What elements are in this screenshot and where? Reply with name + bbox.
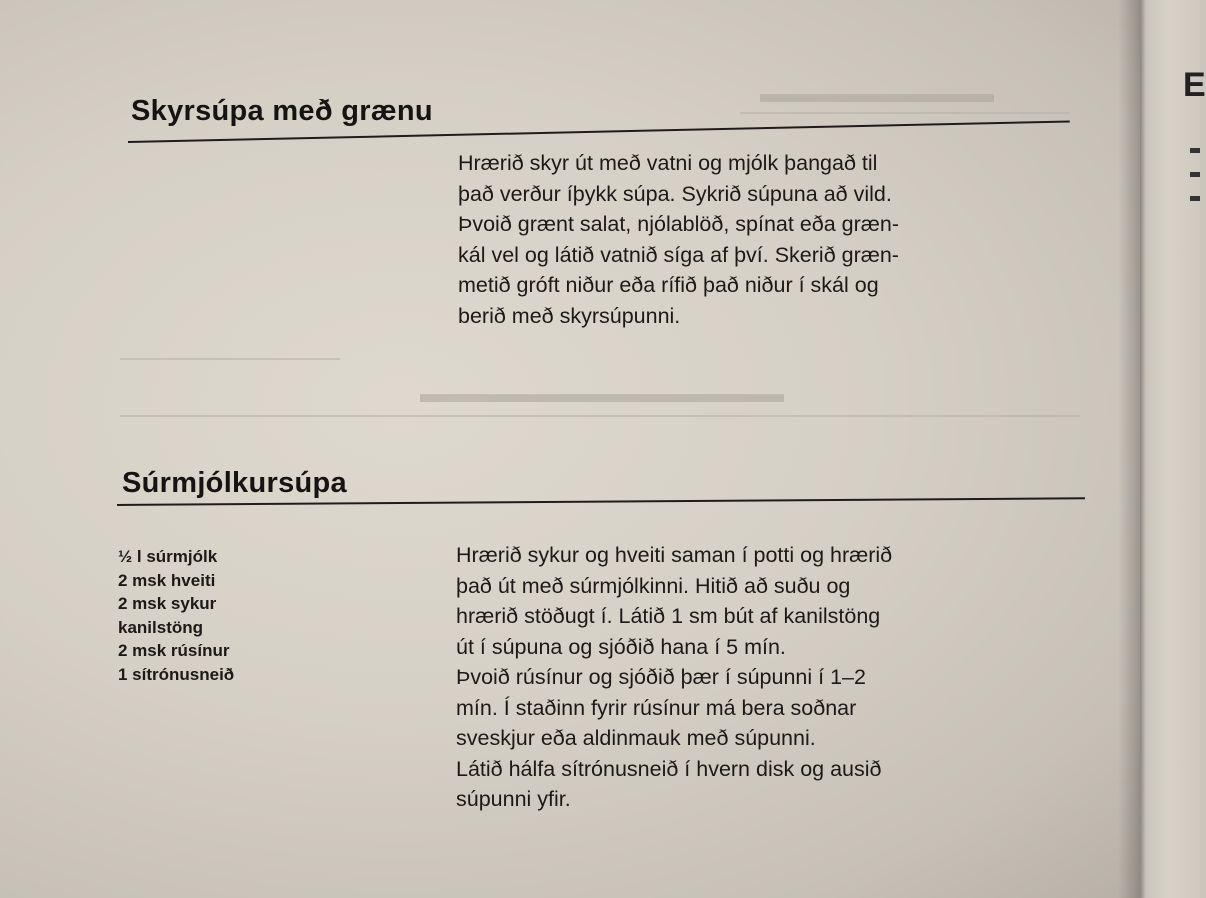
show-through-heading-2: ▬▬▬▬▬▬▬▬▬▬▬▬▬▬ bbox=[420, 378, 784, 408]
instruction-line: Hrærið sykur og hveiti saman í potti og hrærið bbox=[456, 543, 893, 567]
show-through-rule bbox=[740, 112, 1070, 114]
next-page-mark bbox=[1190, 148, 1200, 153]
instruction-line: Þvoið grænt salat, njólablöð, spínat eða græn- bbox=[458, 212, 900, 236]
instruction-line: mín. Í staðinn fyrir rúsínur má bera soðnar bbox=[456, 695, 857, 720]
ingredient-item: ½ l súrmjólk bbox=[118, 547, 218, 566]
next-page-mark bbox=[1190, 172, 1200, 177]
instruction-line: súpunni yfir. bbox=[456, 787, 571, 811]
instruction-line: hrærið stöðugt í. Látið 1 sm bút af kanilstöng bbox=[456, 604, 881, 628]
next-page-letter: E bbox=[1183, 66, 1206, 104]
instruction-line: berið með skyrsúpunni. bbox=[458, 303, 681, 328]
instruction-line: sveskjur eða aldinmauk með súpunni. bbox=[456, 726, 816, 750]
instruction-line: kál vel og látið vatnið síga af því. Skerið græn- bbox=[458, 242, 899, 267]
instruction-line: það verður íþykk súpa. Sykrið súpuna að vild. bbox=[458, 181, 892, 206]
instruction-line: það út með súrmjólkinni. Hitið að suðu og bbox=[456, 573, 851, 598]
show-through-rule-2 bbox=[120, 415, 1080, 417]
next-page-edge bbox=[1140, 0, 1200, 898]
ingredient-list bbox=[118, 545, 234, 686]
ingredient-item: 2 msk sykur bbox=[118, 594, 217, 613]
show-through-rule-3 bbox=[120, 358, 340, 360]
recipe-title-skyrsupa: Skyrsúpa með grænu bbox=[131, 95, 433, 127]
ingredient-item: 2 msk hveiti bbox=[118, 570, 216, 590]
instruction-line: Þvoið rúsínur og sjóðið þær í súpunni í 1–2 bbox=[456, 665, 866, 689]
instruction-line: Hrærið skyr út með vatni og mjólk þangað til bbox=[458, 151, 878, 175]
recipe-instructions-2 bbox=[456, 540, 892, 815]
recipe-title-surmjolkursupa: Súrmjólkursúpa bbox=[122, 467, 347, 499]
recipe-instructions-1 bbox=[458, 148, 899, 331]
ingredient-item: 2 msk rúsínur bbox=[118, 641, 230, 660]
spine-shadow bbox=[1118, 0, 1142, 898]
instruction-line: út í súpuna og sjóðið hana í 5 mín. bbox=[456, 634, 786, 659]
ingredient-item: kanilstöng bbox=[118, 617, 204, 637]
instruction-line: metið gróft niður eða rífið það niður í skál og bbox=[458, 273, 879, 297]
instruction-line: Látið hálfa sítrónusneið í hvern disk og ausið bbox=[456, 756, 882, 781]
ingredient-item: 1 sítrónusneið bbox=[118, 664, 235, 684]
next-page-mark bbox=[1190, 196, 1200, 201]
show-through-heading: ▬▬▬▬▬▬▬▬▬ bbox=[760, 78, 994, 108]
